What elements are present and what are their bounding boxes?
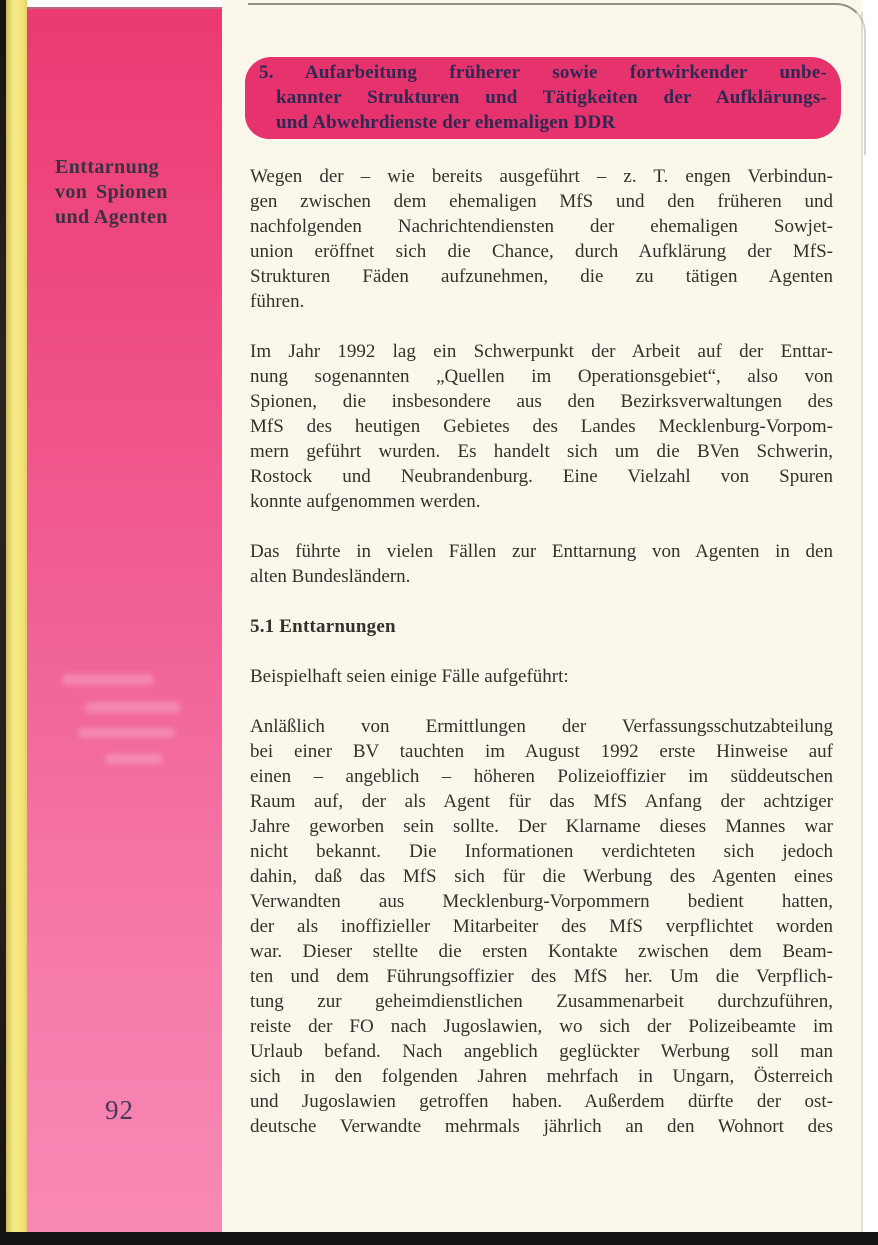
- margin-note-label: Enttarnung von Spionen und Agenten: [55, 156, 168, 228]
- subsection-heading: 5.1 Enttarnungen: [250, 616, 396, 637]
- text-column: [250, 0, 833, 1139]
- paragraph: Im Jahr 1992 lag ein Schwerpunkt der Arbeit auf der Enttar- nung sogenannten „Quellen im Operationsgebiet“, also von Spionen, die insbesondere aus den Bezirksverwaltungen des MfS des heutigen Gebietes des Landes Mecklenburg-Vorpom- mern geführt wurden. Es handelt sich um die BVen Schwerin, Rostock und Neubrandenburg. Eine Vielzahl von Spuren konnte aufgenommen werden.: [250, 341, 833, 512]
- bleedthrough-line: [78, 728, 175, 738]
- paragraph: Beispielhaft seien einige Fälle aufgeführt:: [250, 666, 569, 687]
- page-stack-yellow-edge: [6, 0, 27, 1236]
- page-number: 92: [105, 1095, 134, 1125]
- scan-bottom-black-bar: [0, 1232, 878, 1245]
- paragraph: Das führte in vielen Fällen zur Enttarnung von Agenten in den alten Bundesländern.: [250, 541, 833, 587]
- right-page-edge-line: [861, 12, 863, 1234]
- paragraph: Wegen der – wie bereits ausgeführt – z. T. engen Verbindun- gen zwischen dem ehemaligen MfS und den früheren und nachfolgenden Nachrichtendiensten der ehemaligen Sowjet- union eröffnet sich die Chance, durch Aufklärung der MfS- Strukturen Fäden aufzunehmen, die zu tätigen Agenten führen.: [250, 166, 833, 312]
- section-heading-highlight: 5. Aufarbeitung früherer sowie fortwirkender unbe- kannter Strukturen und Tätigkeiten der Aufklärungs- und Abwehrdienste der ehemaligen DDR: [245, 57, 841, 139]
- bleedthrough-line: [62, 674, 154, 685]
- paragraph: Anläßlich von Ermittlungen der Verfassungsschutzabteilung bei einer BV tauchten im August 1992 erste Hinweise auf einen – angeblich – höheren Polizeioffizier im süddeutschen Raum auf, der als Agent für das MfS Anfang der achtziger Jahre geworben sein sollte. Der Klarname dieses Mannes war nicht bekannt. Die Informationen verdichteten sich jedoch dahin, daß das MfS sich für die Werbung des Agenten eines Verwandten aus Mecklenburg-Vorpommern bedient hatten, der als inoffizieller Mitarbeiter des MfS verpflichtet worden war. Dieser stellte die ersten Kontakte zwischen dem Beam- ten und dem Führungsoffizier des MfS her. Um die Verpflich- tung zur geheimdienstlichen Zusammenarbeit durchzuführen, reiste der FO nach Jugoslawien, wo sich der Polizeibeamte im Urlaub befand. Nach angeblich geglückter Werbung soll man sich in den folgenden Jahren mehrfach in Ungarn, Österreich und Jugoslawien getroffen haben. Außerdem dürfte der ost- deutsche Verwandte mehrmals jährlich an den Wohnort des: [250, 716, 833, 1137]
- pink-sidebar: [27, 7, 222, 1238]
- bleedthrough-line: [85, 702, 181, 713]
- bleedthrough-line: [105, 754, 163, 764]
